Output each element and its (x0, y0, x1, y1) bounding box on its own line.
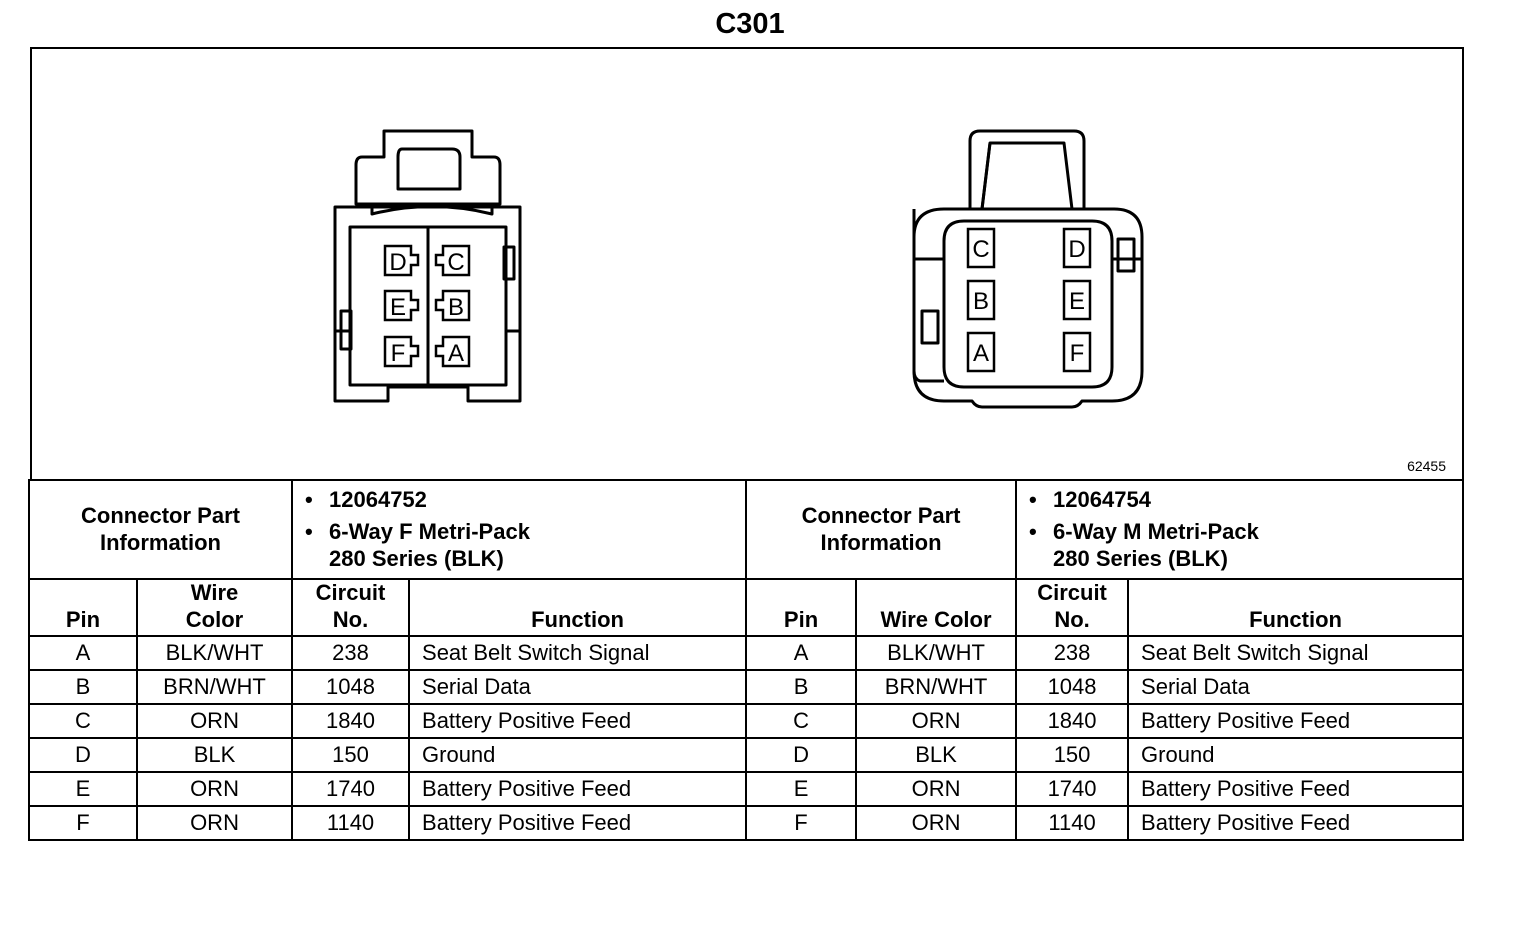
table-row (29, 806, 1463, 840)
column-header-row (29, 579, 1463, 636)
female-pin-label: D (389, 249, 407, 276)
connector-views-panel (30, 47, 1464, 480)
female-pin-label: C (447, 249, 465, 276)
table-row (29, 704, 1463, 738)
male-pin-left-2 (968, 333, 994, 371)
male-pin-label: D (1068, 236, 1086, 263)
circuit-cell: 1840 (292, 704, 409, 738)
table-row (29, 636, 1463, 670)
connector-part-details (292, 480, 746, 579)
part-number: • 12064754 (1053, 487, 1456, 513)
function-cell: Battery Positive Feed (1128, 806, 1463, 840)
circuit-cell: 1048 (1016, 670, 1128, 704)
circuit-cell: 238 (1016, 636, 1128, 670)
pin-cell: E (746, 772, 856, 806)
diagram-title: C301 (715, 8, 785, 40)
circuit-cell: 1140 (1016, 806, 1128, 840)
pin-cell: C (746, 704, 856, 738)
pin-cell: F (29, 806, 137, 840)
wire-cell: BLK (856, 738, 1016, 772)
wire-color-header: Wire Color (856, 579, 1016, 636)
female-pin-right-2 (436, 337, 469, 367)
female-pin-left-1 (385, 291, 418, 321)
pin-header: Pin (746, 579, 856, 636)
connector-part-info-label: Connector Part Information (746, 480, 1016, 579)
circuit-cell: 1740 (292, 772, 409, 806)
function-cell: Battery Positive Feed (1128, 704, 1463, 738)
male-pin-label: F (1069, 340, 1085, 367)
circuit-header: Circuit No. (292, 579, 409, 636)
wire-cell: ORN (137, 704, 292, 738)
connector-part-info-label: Connector Part Information (29, 480, 292, 579)
function-cell: Serial Data (409, 670, 746, 704)
part-description: • 6-Way M Metri-Pack 280 Series (BLK) (1053, 519, 1456, 572)
female-pin-label: E (389, 294, 407, 321)
circuit-cell: 1740 (1016, 772, 1128, 806)
part-description: • 6-Way F Metri-Pack 280 Series (BLK) (329, 519, 739, 572)
circuit-cell: 1140 (292, 806, 409, 840)
female-pin-label: B (447, 294, 465, 321)
female-pin-label: F (390, 340, 406, 367)
wire-cell: ORN (856, 772, 1016, 806)
table-row (29, 670, 1463, 704)
female-pin-right-0 (436, 246, 469, 276)
pin-header: Pin (29, 579, 137, 636)
figure-id: 62455 (1407, 458, 1446, 474)
pinout-table (28, 479, 1464, 841)
male-pin-label: A (972, 340, 990, 367)
table-row (29, 772, 1463, 806)
male-pin-right-2 (1064, 333, 1090, 371)
female-pin-left-0 (385, 246, 418, 276)
circuit-header: Circuit No. (1016, 579, 1128, 636)
pin-cell: F (746, 806, 856, 840)
pin-cell: E (29, 772, 137, 806)
male-pin-label: E (1068, 288, 1086, 315)
pin-cell: B (29, 670, 137, 704)
wire-cell: ORN (137, 806, 292, 840)
female-pin-left-2 (385, 337, 418, 367)
pin-cell: A (746, 636, 856, 670)
function-header: Function (1128, 579, 1463, 636)
male-pin-left-1 (968, 281, 994, 319)
wire-cell: BLK/WHT (137, 636, 292, 670)
function-cell: Ground (409, 738, 746, 772)
connector-drawings (32, 49, 1462, 482)
function-cell: Battery Positive Feed (409, 806, 746, 840)
wire-cell: BRN/WHT (856, 670, 1016, 704)
wire-cell: BLK/WHT (856, 636, 1016, 670)
wire-color-header: Wire Color (137, 579, 292, 636)
female-connector-drawing (335, 131, 520, 401)
male-pin-right-1 (1064, 281, 1090, 319)
function-cell: Battery Positive Feed (1128, 772, 1463, 806)
circuit-cell: 150 (292, 738, 409, 772)
wire-cell: ORN (137, 772, 292, 806)
table-row (29, 738, 1463, 772)
male-pin-right-0 (1064, 229, 1090, 267)
pin-cell: C (29, 704, 137, 738)
female-pin-label: A (447, 340, 465, 367)
circuit-cell: 150 (1016, 738, 1128, 772)
pin-cell: D (29, 738, 137, 772)
wire-cell: BLK (137, 738, 292, 772)
male-pins (968, 229, 1090, 371)
pin-cell: D (746, 738, 856, 772)
male-pin-label: C (972, 236, 990, 263)
wire-cell: BRN/WHT (137, 670, 292, 704)
function-cell: Seat Belt Switch Signal (409, 636, 746, 670)
function-header: Function (409, 579, 746, 636)
pin-cell: B (746, 670, 856, 704)
function-cell: Ground (1128, 738, 1463, 772)
connector-info-row (29, 480, 1463, 579)
part-number: • 12064752 (329, 487, 739, 513)
wire-cell: ORN (856, 806, 1016, 840)
function-cell: Battery Positive Feed (409, 772, 746, 806)
function-cell: Seat Belt Switch Signal (1128, 636, 1463, 670)
circuit-cell: 238 (292, 636, 409, 670)
male-pin-left-0 (968, 229, 994, 267)
wire-cell: ORN (856, 704, 1016, 738)
male-pin-label: B (972, 288, 990, 315)
function-cell: Battery Positive Feed (409, 704, 746, 738)
circuit-cell: 1840 (1016, 704, 1128, 738)
female-pin-right-1 (436, 291, 469, 321)
male-connector-drawing (914, 131, 1142, 407)
connector-part-details (1016, 480, 1463, 579)
pin-cell: A (29, 636, 137, 670)
circuit-cell: 1048 (292, 670, 409, 704)
function-cell: Serial Data (1128, 670, 1463, 704)
